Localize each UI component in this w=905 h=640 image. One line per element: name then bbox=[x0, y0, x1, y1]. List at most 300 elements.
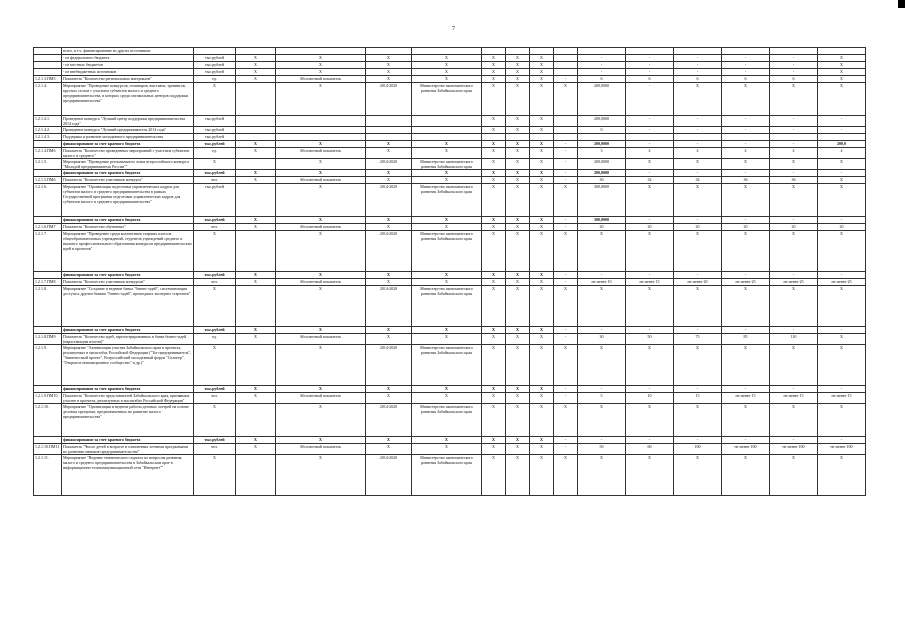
table-cell: - bbox=[722, 141, 770, 148]
table-cell: X bbox=[482, 159, 506, 170]
table-cell: Мероприятие "Организация подготовки управленческих кадров для субъектов малого и среднего предпринимательства в рамках Государственной программы подготовки управленческих кадров для субъектов малого и среднего предпринимательства" bbox=[62, 184, 194, 217]
table-cell: - bbox=[722, 55, 770, 62]
table-cell: X bbox=[276, 455, 366, 496]
table-cell: X bbox=[530, 177, 554, 184]
table-cell: X bbox=[236, 386, 276, 393]
table-cell bbox=[674, 134, 722, 141]
table-cell: 200,0000 bbox=[578, 159, 626, 170]
table-cell: X bbox=[366, 393, 412, 404]
table-cell: X bbox=[276, 327, 366, 334]
table-cell: - из местных бюджетов bbox=[62, 62, 194, 69]
table-cell bbox=[236, 127, 276, 134]
table-cell: X bbox=[506, 55, 530, 62]
table-cell: - из внебюджетных источников bbox=[62, 69, 194, 76]
table-cell: Абсолютный показатель bbox=[276, 444, 366, 455]
table-row bbox=[34, 83, 866, 116]
table-cell bbox=[34, 386, 62, 393]
table-row bbox=[34, 177, 866, 184]
table-cell: X bbox=[482, 272, 506, 279]
table-row bbox=[34, 286, 866, 327]
table-cell: - bbox=[578, 327, 626, 334]
table-cell: - bbox=[578, 55, 626, 62]
table-cell: X bbox=[530, 345, 554, 386]
table-cell bbox=[34, 48, 62, 55]
table-cell bbox=[626, 134, 674, 141]
table-cell: - bbox=[770, 170, 818, 177]
table-cell: X bbox=[236, 217, 276, 224]
table-cell bbox=[236, 48, 276, 55]
table-cell bbox=[276, 48, 366, 55]
table-cell: - из федерального бюджета bbox=[62, 55, 194, 62]
table-cell: X bbox=[626, 286, 674, 327]
table-row bbox=[34, 455, 866, 496]
table-cell: Министерство экономического развития Забайкальского края bbox=[412, 345, 482, 386]
table-cell: чел. bbox=[194, 224, 236, 231]
table-cell: 2014-2020 bbox=[366, 455, 412, 496]
table-cell: - bbox=[770, 116, 818, 127]
table-cell: X bbox=[366, 217, 412, 224]
table-cell: финансирование за счет краевого бюджета bbox=[62, 170, 194, 177]
table-cell: Показатель "Количество проведенных мероприятий с участием субъектов малого и среднего" bbox=[62, 148, 194, 159]
table-cell: Показатель "Количество участников конкурса" bbox=[62, 177, 194, 184]
table-cell: - bbox=[578, 272, 626, 279]
table-cell: X bbox=[194, 404, 236, 437]
table-cell: X bbox=[770, 184, 818, 217]
table-cell: X bbox=[722, 404, 770, 437]
table-cell: X bbox=[482, 62, 506, 69]
table-cell bbox=[34, 437, 62, 444]
table-cell: X bbox=[770, 404, 818, 437]
table-cell: X bbox=[818, 455, 866, 496]
table-cell: - bbox=[818, 272, 866, 279]
table-cell bbox=[366, 127, 412, 134]
table-row bbox=[34, 141, 866, 148]
table-cell: X bbox=[236, 69, 276, 76]
table-cell: 4 bbox=[626, 148, 674, 159]
table-cell: X bbox=[818, 55, 866, 62]
table-cell: X bbox=[236, 170, 276, 177]
table-cell: X bbox=[412, 272, 482, 279]
table-cell: X bbox=[818, 177, 866, 184]
table-cell: X bbox=[626, 159, 674, 170]
table-cell: X bbox=[366, 170, 412, 177]
table-cell: 6 bbox=[674, 76, 722, 83]
table-cell: Проведение конкурса "Лучший центр поддержки предпринимательства 2014 года" bbox=[62, 116, 194, 127]
table-cell: X bbox=[506, 386, 530, 393]
table-cell: - bbox=[554, 279, 578, 286]
table-cell: X bbox=[530, 184, 554, 217]
table-cell: X bbox=[818, 76, 866, 83]
table-cell: Поддержка и развитие молодежного предпринимательства bbox=[62, 134, 194, 141]
table-cell: - bbox=[674, 170, 722, 177]
table-cell: 50 bbox=[626, 334, 674, 345]
table-cell: X bbox=[626, 231, 674, 272]
table-cell: 6 bbox=[770, 76, 818, 83]
table-cell: - bbox=[554, 444, 578, 455]
table-cell bbox=[554, 69, 578, 76]
table-cell bbox=[236, 184, 276, 217]
table-cell: X bbox=[276, 231, 366, 272]
table-cell: X bbox=[530, 455, 554, 496]
table-cell bbox=[236, 455, 276, 496]
table-cell: не менее 100 bbox=[770, 444, 818, 455]
table-cell: 2014-2020 bbox=[366, 83, 412, 116]
table-cell: Мероприятие "Создание и ведение банка "бизнес-идей", систематизация доступа к другим банкам "бизнес-идей", прошедших экспертиз стартапов" bbox=[62, 286, 194, 327]
table-cell: - bbox=[578, 437, 626, 444]
table-cell: - bbox=[818, 437, 866, 444]
table-cell: - bbox=[626, 170, 674, 177]
table-cell: X bbox=[506, 76, 530, 83]
table-cell: не менее 100 bbox=[818, 444, 866, 455]
table-cell: X bbox=[674, 345, 722, 386]
table-cell: - bbox=[722, 69, 770, 76]
table-cell: 1.2.1.6.ПМ7 bbox=[34, 224, 62, 231]
table-cell: финансирование за счет краевого бюджета bbox=[62, 386, 194, 393]
table-cell: X bbox=[506, 286, 530, 327]
table-cell: X bbox=[530, 386, 554, 393]
table-cell: ед. bbox=[194, 148, 236, 159]
table-cell: X bbox=[626, 345, 674, 386]
table-cell: - bbox=[722, 437, 770, 444]
table-cell: X bbox=[482, 386, 506, 393]
table-cell: 1.2.1.5.ПМ6 bbox=[34, 177, 62, 184]
table-cell: финансирование за счет краевого бюджета bbox=[62, 217, 194, 224]
table-cell: тыс.рублей bbox=[194, 62, 236, 69]
table-cell: X bbox=[722, 286, 770, 327]
table-cell: 200,0000 bbox=[578, 116, 626, 127]
table-cell bbox=[554, 55, 578, 62]
table-cell: X bbox=[482, 148, 506, 159]
table-cell: X bbox=[236, 327, 276, 334]
table-cell: Абсолютный показатель bbox=[276, 76, 366, 83]
table-row bbox=[34, 159, 866, 170]
table-cell: X bbox=[506, 184, 530, 217]
table-cell bbox=[770, 48, 818, 55]
table-cell: тыс.рублей bbox=[194, 386, 236, 393]
table-cell: чел. bbox=[194, 279, 236, 286]
table-cell: X bbox=[412, 177, 482, 184]
table-cell: X bbox=[722, 455, 770, 496]
table-cell: 1.2.1.5. bbox=[34, 159, 62, 170]
table-cell: X bbox=[674, 184, 722, 217]
table-cell: Абсолютный показатель bbox=[276, 334, 366, 345]
table-cell: X bbox=[236, 55, 276, 62]
table-cell: X bbox=[236, 76, 276, 83]
table-cell: - bbox=[554, 334, 578, 345]
table-cell: 6 bbox=[578, 76, 626, 83]
table-cell: X bbox=[412, 224, 482, 231]
table-cell: 20 bbox=[722, 224, 770, 231]
table-cell: X bbox=[506, 444, 530, 455]
table-cell: - bbox=[770, 141, 818, 148]
table-cell: X bbox=[506, 455, 530, 496]
table-cell: не менее 20 bbox=[674, 279, 722, 286]
table-cell: X bbox=[578, 286, 626, 327]
table-cell: - bbox=[626, 62, 674, 69]
table-row bbox=[34, 127, 866, 134]
table-cell: - bbox=[722, 170, 770, 177]
table-cell bbox=[366, 48, 412, 55]
table-cell: 20 bbox=[770, 224, 818, 231]
table-cell: X bbox=[770, 345, 818, 386]
table-cell: X bbox=[366, 279, 412, 286]
table-cell: не менее 100 bbox=[722, 444, 770, 455]
table-cell: X bbox=[482, 393, 506, 404]
table-cell: - bbox=[674, 386, 722, 393]
table-cell: - bbox=[554, 141, 578, 148]
table-cell: X bbox=[366, 386, 412, 393]
table-cell: X bbox=[530, 69, 554, 76]
table-cell: 20 bbox=[818, 224, 866, 231]
table-cell: Мероприятие "Проведение регионального этапа всероссийского конкурса "Молодой предприниматель России"" bbox=[62, 159, 194, 170]
table-cell: чел. bbox=[194, 444, 236, 455]
table-cell bbox=[194, 48, 236, 55]
table-cell: X bbox=[276, 272, 366, 279]
table-cell: - bbox=[554, 170, 578, 177]
table-cell: 300,0000 bbox=[578, 217, 626, 224]
table-cell bbox=[530, 48, 554, 55]
table-cell bbox=[722, 48, 770, 55]
table-cell: X bbox=[770, 83, 818, 116]
table-cell: - bbox=[674, 62, 722, 69]
table-cell: Министерство экономического развития Забайкальского края bbox=[412, 455, 482, 496]
table-cell: - bbox=[626, 386, 674, 393]
table-cell: X bbox=[194, 345, 236, 386]
table-row bbox=[34, 327, 866, 334]
table-cell: X bbox=[482, 404, 506, 437]
table-cell: - bbox=[674, 141, 722, 148]
table-row bbox=[34, 231, 866, 272]
table-cell: X bbox=[366, 327, 412, 334]
table-cell: X bbox=[194, 159, 236, 170]
table-cell: X bbox=[626, 184, 674, 217]
table-cell bbox=[412, 48, 482, 55]
table-cell: X bbox=[554, 345, 578, 386]
table-cell: X bbox=[530, 279, 554, 286]
table-cell: Показатель "Количество обученных" bbox=[62, 224, 194, 231]
page-number: 7 bbox=[452, 26, 455, 32]
table-cell bbox=[722, 134, 770, 141]
table-cell: X bbox=[366, 148, 412, 159]
table-row bbox=[34, 279, 866, 286]
table-row bbox=[34, 272, 866, 279]
table-cell: X bbox=[626, 455, 674, 496]
table-cell bbox=[530, 134, 554, 141]
table-cell: 20 bbox=[578, 224, 626, 231]
table-cell: 32 bbox=[626, 177, 674, 184]
table-row bbox=[34, 184, 866, 217]
table-cell: - bbox=[770, 62, 818, 69]
table-cell: Министерство экономического развития Забайкальского края bbox=[412, 159, 482, 170]
table-cell bbox=[554, 134, 578, 141]
table-cell: X bbox=[578, 345, 626, 386]
table-cell: X bbox=[554, 455, 578, 496]
table-cell: 2014-2020 bbox=[366, 159, 412, 170]
table-cell: X bbox=[366, 69, 412, 76]
table-cell: 1.2.1.9.ПМ10 bbox=[34, 393, 62, 404]
table-cell: - bbox=[554, 393, 578, 404]
table-cell: не менее 15 bbox=[722, 393, 770, 404]
table-row bbox=[34, 217, 866, 224]
table-cell: X bbox=[412, 217, 482, 224]
table-cell: - bbox=[722, 327, 770, 334]
table-cell: 300,0000 bbox=[578, 184, 626, 217]
table-cell: - bbox=[674, 55, 722, 62]
table-cell: Министерство экономического развития Забайкальского края bbox=[412, 231, 482, 272]
table-cell: Министерство экономического развития Забайкальского края bbox=[412, 286, 482, 327]
table-cell bbox=[578, 48, 626, 55]
table-cell: X bbox=[194, 83, 236, 116]
table-cell: X bbox=[506, 217, 530, 224]
table-cell: X bbox=[506, 141, 530, 148]
table-cell: X bbox=[818, 159, 866, 170]
table-cell: X bbox=[530, 170, 554, 177]
table-row bbox=[34, 404, 866, 437]
table-cell bbox=[578, 134, 626, 141]
table-cell: - bbox=[554, 217, 578, 224]
table-cell: 6 bbox=[722, 76, 770, 83]
table-cell: 2014-2020 bbox=[366, 404, 412, 437]
table-cell: X bbox=[554, 184, 578, 217]
table-cell: X bbox=[412, 76, 482, 83]
table-cell: чел. bbox=[194, 177, 236, 184]
table-cell: X bbox=[818, 345, 866, 386]
table-row bbox=[34, 69, 866, 76]
table-row bbox=[34, 334, 866, 345]
table-cell: - bbox=[554, 148, 578, 159]
table-cell: X bbox=[412, 69, 482, 76]
table-cell: X bbox=[482, 69, 506, 76]
table-cell: X bbox=[482, 184, 506, 217]
table-cell bbox=[554, 62, 578, 69]
table-cell: - bbox=[626, 116, 674, 127]
table-cell bbox=[366, 134, 412, 141]
table-cell: X bbox=[506, 224, 530, 231]
table-cell: X bbox=[506, 279, 530, 286]
table-cell: тыс.рублей bbox=[194, 127, 236, 134]
table-cell: X bbox=[482, 444, 506, 455]
table-row bbox=[34, 48, 866, 55]
table-cell: X bbox=[276, 69, 366, 76]
table-cell: Министерство экономического развития Забайкальского края bbox=[412, 83, 482, 116]
table-cell: 200,0000 bbox=[578, 83, 626, 116]
table-cell: X bbox=[236, 177, 276, 184]
table-cell: X bbox=[236, 141, 276, 148]
table-cell: - bbox=[626, 272, 674, 279]
table-cell: X bbox=[818, 184, 866, 217]
table-cell: - bbox=[770, 386, 818, 393]
table-cell: X bbox=[366, 177, 412, 184]
table-cell: X bbox=[722, 184, 770, 217]
table-cell: X bbox=[722, 345, 770, 386]
table-cell: - bbox=[674, 327, 722, 334]
table-cell: - bbox=[674, 116, 722, 127]
table-cell: X bbox=[276, 55, 366, 62]
table-cell bbox=[554, 116, 578, 127]
table-cell: X bbox=[366, 62, 412, 69]
table-cell: Абсолютный показатель bbox=[276, 279, 366, 286]
table-cell: Показатель "Число детей в возрасте и охваченных летними программами по развитию навыков предпринимательства" bbox=[62, 444, 194, 455]
table-cell bbox=[236, 404, 276, 437]
table-cell: - bbox=[554, 224, 578, 231]
table-cell: 20 bbox=[674, 224, 722, 231]
table-cell: X bbox=[482, 127, 506, 134]
table-cell: X bbox=[554, 83, 578, 116]
table-cell: 1.2.1.4. bbox=[34, 83, 62, 116]
table-cell: X bbox=[366, 76, 412, 83]
table-cell: - bbox=[674, 69, 722, 76]
table-cell: тыс.рублей bbox=[194, 327, 236, 334]
table-cell: Показатель "Количество участников конкурсов" bbox=[62, 279, 194, 286]
table-cell: X bbox=[412, 437, 482, 444]
table-cell: X bbox=[482, 286, 506, 327]
table-cell: тыс.рублей bbox=[194, 141, 236, 148]
table-row bbox=[34, 345, 866, 386]
table-cell bbox=[412, 116, 482, 127]
table-cell: X bbox=[236, 437, 276, 444]
table-cell: 2014-2020 bbox=[366, 231, 412, 272]
table-cell: X bbox=[482, 141, 506, 148]
table-cell: 1.2.1.7.ПМ8 bbox=[34, 279, 62, 286]
table-cell: 2014-2020 bbox=[366, 286, 412, 327]
table-cell bbox=[34, 272, 62, 279]
table-cell bbox=[34, 55, 62, 62]
table-cell: X bbox=[674, 286, 722, 327]
table-cell: X bbox=[276, 386, 366, 393]
table-cell: X bbox=[674, 159, 722, 170]
table-cell: X bbox=[412, 148, 482, 159]
table-row bbox=[34, 444, 866, 455]
table-cell: X bbox=[506, 148, 530, 159]
table-cell: тыс.рублей bbox=[194, 55, 236, 62]
table-cell: X bbox=[722, 83, 770, 116]
table-cell: 1.2.1.4.3. bbox=[34, 134, 62, 141]
table-cell: - bbox=[770, 327, 818, 334]
table-cell: X bbox=[276, 217, 366, 224]
table-cell: X bbox=[530, 286, 554, 327]
table-cell: X bbox=[482, 437, 506, 444]
table-cell: X bbox=[530, 217, 554, 224]
table-cell: X bbox=[412, 279, 482, 286]
table-cell: - bbox=[626, 83, 674, 116]
table-cell: 110 bbox=[770, 334, 818, 345]
table-cell: X bbox=[276, 286, 366, 327]
table-cell: X bbox=[276, 184, 366, 217]
table-cell: X bbox=[530, 272, 554, 279]
table-cell: X bbox=[674, 455, 722, 496]
table-cell: 10 bbox=[626, 393, 674, 404]
table-cell: X bbox=[722, 231, 770, 272]
table-cell: X bbox=[506, 272, 530, 279]
table-cell: - bbox=[626, 127, 674, 134]
table-cell: финансирование за счет краевого бюджета bbox=[62, 272, 194, 279]
table-cell: X bbox=[482, 55, 506, 62]
table-cell: X bbox=[276, 62, 366, 69]
table-cell: X bbox=[722, 159, 770, 170]
table-cell: X bbox=[530, 393, 554, 404]
table-cell: X bbox=[482, 170, 506, 177]
table-cell bbox=[236, 83, 276, 116]
table-cell: 5 bbox=[578, 393, 626, 404]
table-cell: - bbox=[770, 127, 818, 134]
table-cell: X bbox=[818, 83, 866, 116]
table-cell: X bbox=[236, 148, 276, 159]
table-cell bbox=[554, 127, 578, 134]
table-cell bbox=[482, 134, 506, 141]
table-cell: 1.2.1.6. bbox=[34, 184, 62, 217]
table-cell: 100 bbox=[674, 444, 722, 455]
table-cell: - bbox=[626, 55, 674, 62]
